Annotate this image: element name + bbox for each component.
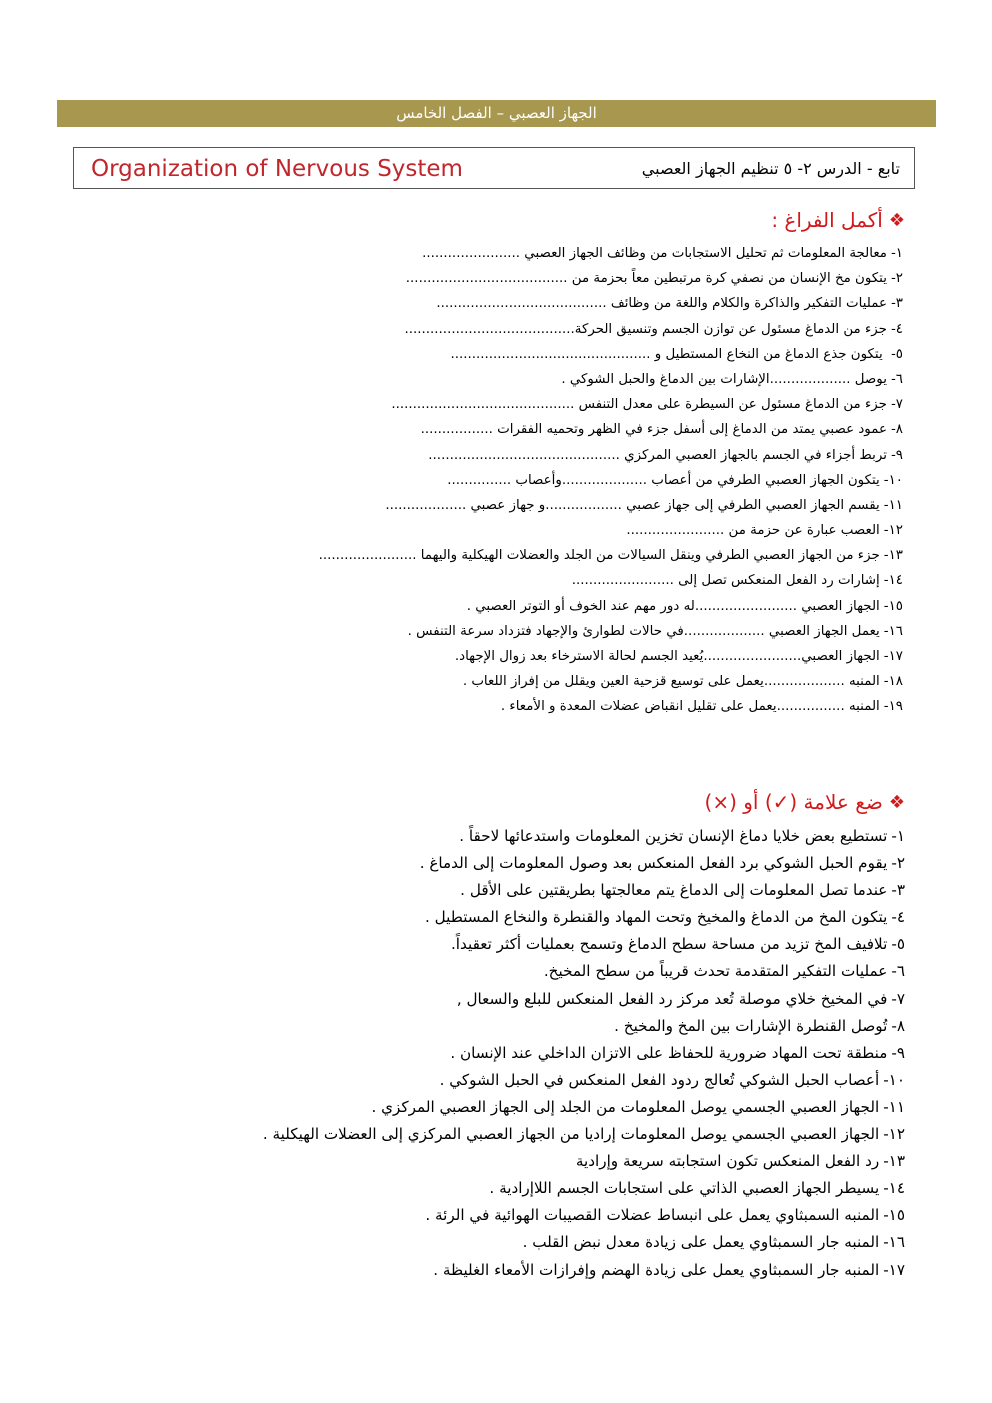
fill-blank-item	[123, 342, 903, 367]
item-number: ١٤-	[883, 1179, 905, 1198]
item-number: ٩-	[890, 447, 903, 463]
item-number: ١٦-	[883, 623, 903, 639]
true-false-list	[105, 823, 905, 1284]
fill-blank-item	[123, 518, 903, 543]
item-text: أعصاب الحبل الشوكي تُعالج ردود الفعل المنعكس في الحبل الشوكي .	[439, 1070, 880, 1089]
arabic-title: تابع - الدرس ٢- ٥ تنظيم الجهاز العصبي	[641, 159, 900, 178]
fill-blank-item	[123, 644, 903, 669]
item-text: يتكون مخ الإنسان من نصفي كرة مرتبطين معاً بحزمة من ......................................	[405, 271, 887, 287]
item-text: يوصل ...................الإشارات بين الدماغ والحبل الشوكي .	[561, 371, 887, 387]
english-title: Organization of Nervous System	[91, 156, 463, 182]
item-text: تُوصل القنطرة الإشارات بين المخ والمخيخ .	[614, 1016, 888, 1035]
true-false-item	[105, 1121, 905, 1148]
item-number: ٧-	[891, 989, 905, 1008]
item-number: ٨-	[891, 1016, 905, 1035]
fill-blanks-list	[123, 241, 903, 720]
item-number: ١٥-	[883, 598, 903, 614]
fill-blank-item	[123, 543, 903, 568]
item-text: تستطيع بعض خلايا دماغ الإنسان تخزين المعلومات واستدعائها لاحقاً .	[459, 827, 888, 845]
item-number: ١٧-	[883, 649, 903, 664]
item-text: المنبه السمبثاوي يعمل على انبساط عضلات القصيبات الهوائية في الرئة .	[425, 1206, 880, 1225]
fill-blank-item	[123, 468, 903, 493]
item-text: رد الفعل المنعكس تكون استجابته سريعة وإرادية	[575, 1152, 880, 1171]
item-number: ٦-	[891, 962, 905, 981]
item-number: ٨-	[890, 422, 903, 438]
item-text: الجهاز العصبي الجسمي يوصل المعلومات إراديا من الجهاز العصبي المركزي إلى العضلات الهيكلية .	[262, 1125, 880, 1144]
item-text: يسيطر الجهاز العصبي الذاتي على استجابات الجسم اللاإرادية .	[489, 1179, 880, 1198]
true-false-item	[105, 1040, 905, 1067]
item-text: جزء من الجهاز العصبي الطرفي وينقل السيالات من الجلد والعضلات الهيكلية واليهما .......................	[318, 548, 880, 564]
item-number: ١٢-	[883, 1125, 905, 1144]
item-text: المنبه جار السمبثاوي يعمل على زيادة الهضم وإفرازات الأمعاء الغليظة .	[433, 1260, 880, 1279]
item-number: ٥-	[890, 346, 903, 362]
item-number: ١٣-	[883, 1152, 905, 1171]
true-false-item	[105, 1229, 905, 1256]
item-text: عمليات التفكير المتقدمة تحدث قريباً من سطح المخيخ.	[543, 962, 888, 981]
fill-blank-item	[123, 392, 903, 417]
true-false-item	[105, 877, 905, 904]
true-false-item	[105, 1257, 905, 1284]
item-number: ١-	[890, 246, 903, 261]
item-text: الجهاز العصبي الجسمي يوصل المعلومات من الجلد إلى الجهاز العصبي المركزي .	[371, 1097, 880, 1116]
item-text: المنبه جار السمبثاوي يعمل على زيادة معدل نبض القلب .	[522, 1233, 880, 1252]
item-text: المنبه ...................يعمل على توسيع قزحية العين ويقلل من إفراز اللعاب .	[462, 674, 880, 690]
chapter-title: الجهاز العصبي – الفصل الخامس	[396, 104, 597, 122]
fill-blank-item	[123, 241, 903, 266]
item-text: يتكون جذع الدماغ من النخاع المستطيل و ...............................................	[450, 346, 887, 362]
item-text: معالجة المعلومات ثم تحليل الاستجابات من وظائف الجهاز العصبي .......................	[422, 246, 887, 261]
item-text: عمليات التفكير والذاكرة والكلام واللغة من وظائف ........................................	[436, 296, 887, 312]
true-false-item	[105, 986, 905, 1013]
item-text: منطقة تحت المهاد ضرورية للحفاظ على الاتزان الداخلي عند الإنسان .	[450, 1043, 888, 1062]
fill-blank-item	[123, 594, 903, 619]
item-number: ٢-	[890, 271, 903, 287]
true-false-item	[105, 850, 905, 877]
item-number: ٤-	[891, 908, 905, 927]
item-text: يقوم الحبل الشوكي برد الفعل المنعكس بعد وصول المعلومات إلى الدماغ .	[419, 854, 888, 873]
item-number: ١-	[891, 827, 905, 845]
chapter-header-bar	[57, 100, 936, 127]
fill-blank-item	[123, 619, 903, 644]
item-number: ١٢-	[883, 523, 903, 539]
item-number: ٥-	[891, 935, 905, 954]
fill-blank-item	[123, 443, 903, 468]
item-text: يقسم الجهاز العصبي الطرفي إلى جهاز عصبي ..................و جهاز عصبي ...................	[385, 497, 880, 513]
diamond-bullet-icon: ❖	[888, 791, 905, 813]
item-text: عمود عصبي يمتد من الدماغ إلى أسفل جزء في الظهر وتحميه الفقرات .................	[420, 422, 887, 438]
fill-blank-item	[123, 266, 903, 291]
diamond-bullet-icon: ❖	[888, 209, 905, 231]
true-false-item	[105, 904, 905, 931]
item-text: يتكون المخ من الدماغ والمخيخ وتحت المهاد والقنطرة والنخاع المستطيل .	[425, 908, 888, 927]
item-number: ١٥-	[883, 1206, 905, 1225]
item-number: ٦-	[890, 371, 903, 387]
item-text: جزء من الدماغ مسئول عن توازن الجسم وتنسيق الحركة........................................	[404, 321, 887, 337]
true-false-item	[105, 1067, 905, 1094]
true-false-heading	[705, 790, 905, 814]
item-number: ١٠-	[883, 1070, 905, 1089]
item-text: جزء من الدماغ مسئول عن السيطرة على معدل التنفس ...........................................	[391, 397, 887, 413]
item-number: ٣-	[891, 881, 905, 900]
item-text: المنبه ................يعمل على تقليل انقباض عضلات المعدة و الأمعاء .	[500, 699, 880, 715]
item-number: ١٦-	[883, 1233, 905, 1252]
fill-blank-item	[123, 669, 903, 694]
item-number: ١٤-	[883, 573, 903, 589]
true-false-heading-text: ضع علامة (✓) أو (×)	[704, 790, 883, 814]
item-text: العصب عبارة عن حزمة من .......................	[626, 523, 880, 539]
item-number: ١٩-	[883, 699, 903, 715]
true-false-item	[105, 1175, 905, 1202]
item-text: إشارات رد الفعل المنعكس تصل إلى ........................	[571, 573, 880, 589]
fill-blank-item	[123, 291, 903, 316]
true-false-item	[105, 823, 905, 850]
fill-blank-item	[123, 367, 903, 392]
true-false-item	[105, 1202, 905, 1229]
fill-blank-item	[123, 694, 903, 719]
item-number: ١٨-	[883, 674, 903, 690]
fill-blank-item	[123, 417, 903, 442]
fill-blanks-heading-text: أكمل الفراغ :	[771, 208, 883, 232]
lesson-title-box	[73, 147, 915, 189]
item-text: تلافيف المخ تزيد من مساحة سطح الدماغ وتسمح بعمليات أكثر تعقيداً.	[450, 935, 888, 954]
true-false-item	[105, 1094, 905, 1121]
item-text: يعمل الجهاز العصبي ...................في حالات لطوارئ والإجهاد فتزداد سرعة التنفس .	[407, 623, 880, 639]
item-number: ١٧-	[883, 1260, 905, 1279]
item-number: ٢-	[891, 854, 905, 873]
item-number: ١٠-	[883, 472, 903, 488]
item-number: ١١-	[883, 497, 903, 513]
item-number: ١٣-	[883, 548, 903, 564]
fill-blank-item	[123, 493, 903, 518]
item-number: ٩-	[891, 1043, 905, 1062]
item-number: ٣-	[890, 296, 903, 312]
item-text: الجهاز العصبي.......................يُعيد الجسم لحالة الاسترخاء بعد زوال الإجهاد.	[454, 649, 880, 664]
fill-blank-item	[123, 568, 903, 593]
item-text: عندما تصل المعلومات إلى الدماغ يتم معالجتها بطريقتين على الأقل .	[460, 881, 888, 900]
item-text: الجهاز العصبي ........................له دور مهم عند الخوف أو التوتر العصبي .	[466, 598, 880, 614]
item-text: في المخيخ خلاي موصلة تُعد مركز رد الفعل المنعكس للبلع والسعال ,	[456, 989, 888, 1008]
fill-blanks-heading	[771, 208, 905, 232]
item-number: ٤-	[890, 321, 903, 337]
item-number: ٧-	[890, 397, 903, 413]
true-false-item	[105, 931, 905, 958]
true-false-item	[105, 958, 905, 985]
fill-blank-item	[123, 317, 903, 342]
true-false-item	[105, 1148, 905, 1175]
item-text: يتكون الجهاز العصبي الطرفي من أعصاب ....................وأعصاب ...............	[447, 472, 880, 488]
true-false-item	[105, 1013, 905, 1040]
item-number: ١١-	[883, 1097, 905, 1116]
item-text: تربط أجزاء في الجسم بالجهاز العصبي المركزي .............................................	[428, 447, 887, 463]
